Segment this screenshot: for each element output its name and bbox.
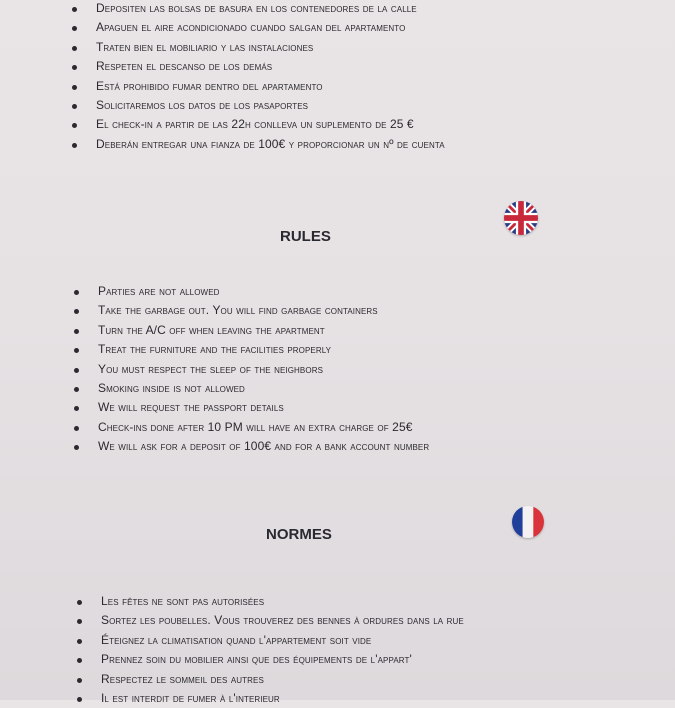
french-rule-item: Prennez soin du mobilier ainsi que des équipements de l'appart' bbox=[77, 650, 464, 669]
normes-heading: NORMES bbox=[266, 526, 332, 543]
english-rule-item: Treat the furniture and the facilities properly bbox=[74, 340, 429, 359]
spanish-rule-item: Deberán entregar una fianza de 100€ y proporcionar un nº de cuenta bbox=[72, 135, 445, 154]
spanish-rule-item: Respeten el descanso de los demás bbox=[72, 57, 445, 76]
spanish-rule-item: Está prohibido fumar dentro del apartamento bbox=[72, 77, 445, 96]
english-rule-item: Smoking inside is not allowed bbox=[74, 379, 429, 398]
french-rules-list bbox=[77, 592, 464, 708]
uk-flag-icon bbox=[504, 201, 538, 235]
spanish-rule-item: Apaguen el aire acondicionado cuando salgan del apartamento bbox=[72, 18, 445, 37]
france-flag-icon bbox=[512, 506, 544, 538]
french-rule-item: Les fêtes ne sont pas autorisées bbox=[77, 592, 464, 611]
spanish-rule-item: El check-in a partir de las 22h conlleva un suplemento de 25 € bbox=[72, 115, 445, 134]
english-rule-item: Take the garbage out. You will find garbage containers bbox=[74, 301, 429, 320]
spanish-rule-item: Depositen las bolsas de basura en los contenedores de la calle bbox=[72, 0, 445, 18]
spanish-rules-list bbox=[72, 0, 445, 154]
english-rule-item: We will ask for a deposit of 100€ and for a bank account number bbox=[74, 437, 429, 456]
french-rule-item: Il est interdit de fumer à l'interieur bbox=[77, 689, 464, 708]
french-rule-item: Sortez les poubelles. Vous trouverez des bennes à ordures dans la rue bbox=[77, 611, 464, 630]
english-rules-list bbox=[74, 282, 429, 457]
english-rule-item: We will request the passport details bbox=[74, 398, 429, 417]
french-rule-item: Respectez le sommeil des autres bbox=[77, 670, 464, 689]
french-rule-item: Éteignez la climatisation quand l'appartement soit vide bbox=[77, 631, 464, 650]
english-rule-item: Turn the A/C off when leaving the apartment bbox=[74, 321, 429, 340]
english-rule-item: Check-ins done after 10 PM will have an extra charge of 25€ bbox=[74, 418, 429, 437]
rules-heading: RULES bbox=[280, 228, 331, 245]
english-rule-item: Parties are not allowed bbox=[74, 282, 429, 301]
english-rule-item: You must respect the sleep of the neighbors bbox=[74, 360, 429, 379]
spanish-rule-item: Solicitaremos los datos de los pasaportes bbox=[72, 96, 445, 115]
spanish-rule-item: Traten bien el mobiliario y las instalaciones bbox=[72, 38, 445, 57]
